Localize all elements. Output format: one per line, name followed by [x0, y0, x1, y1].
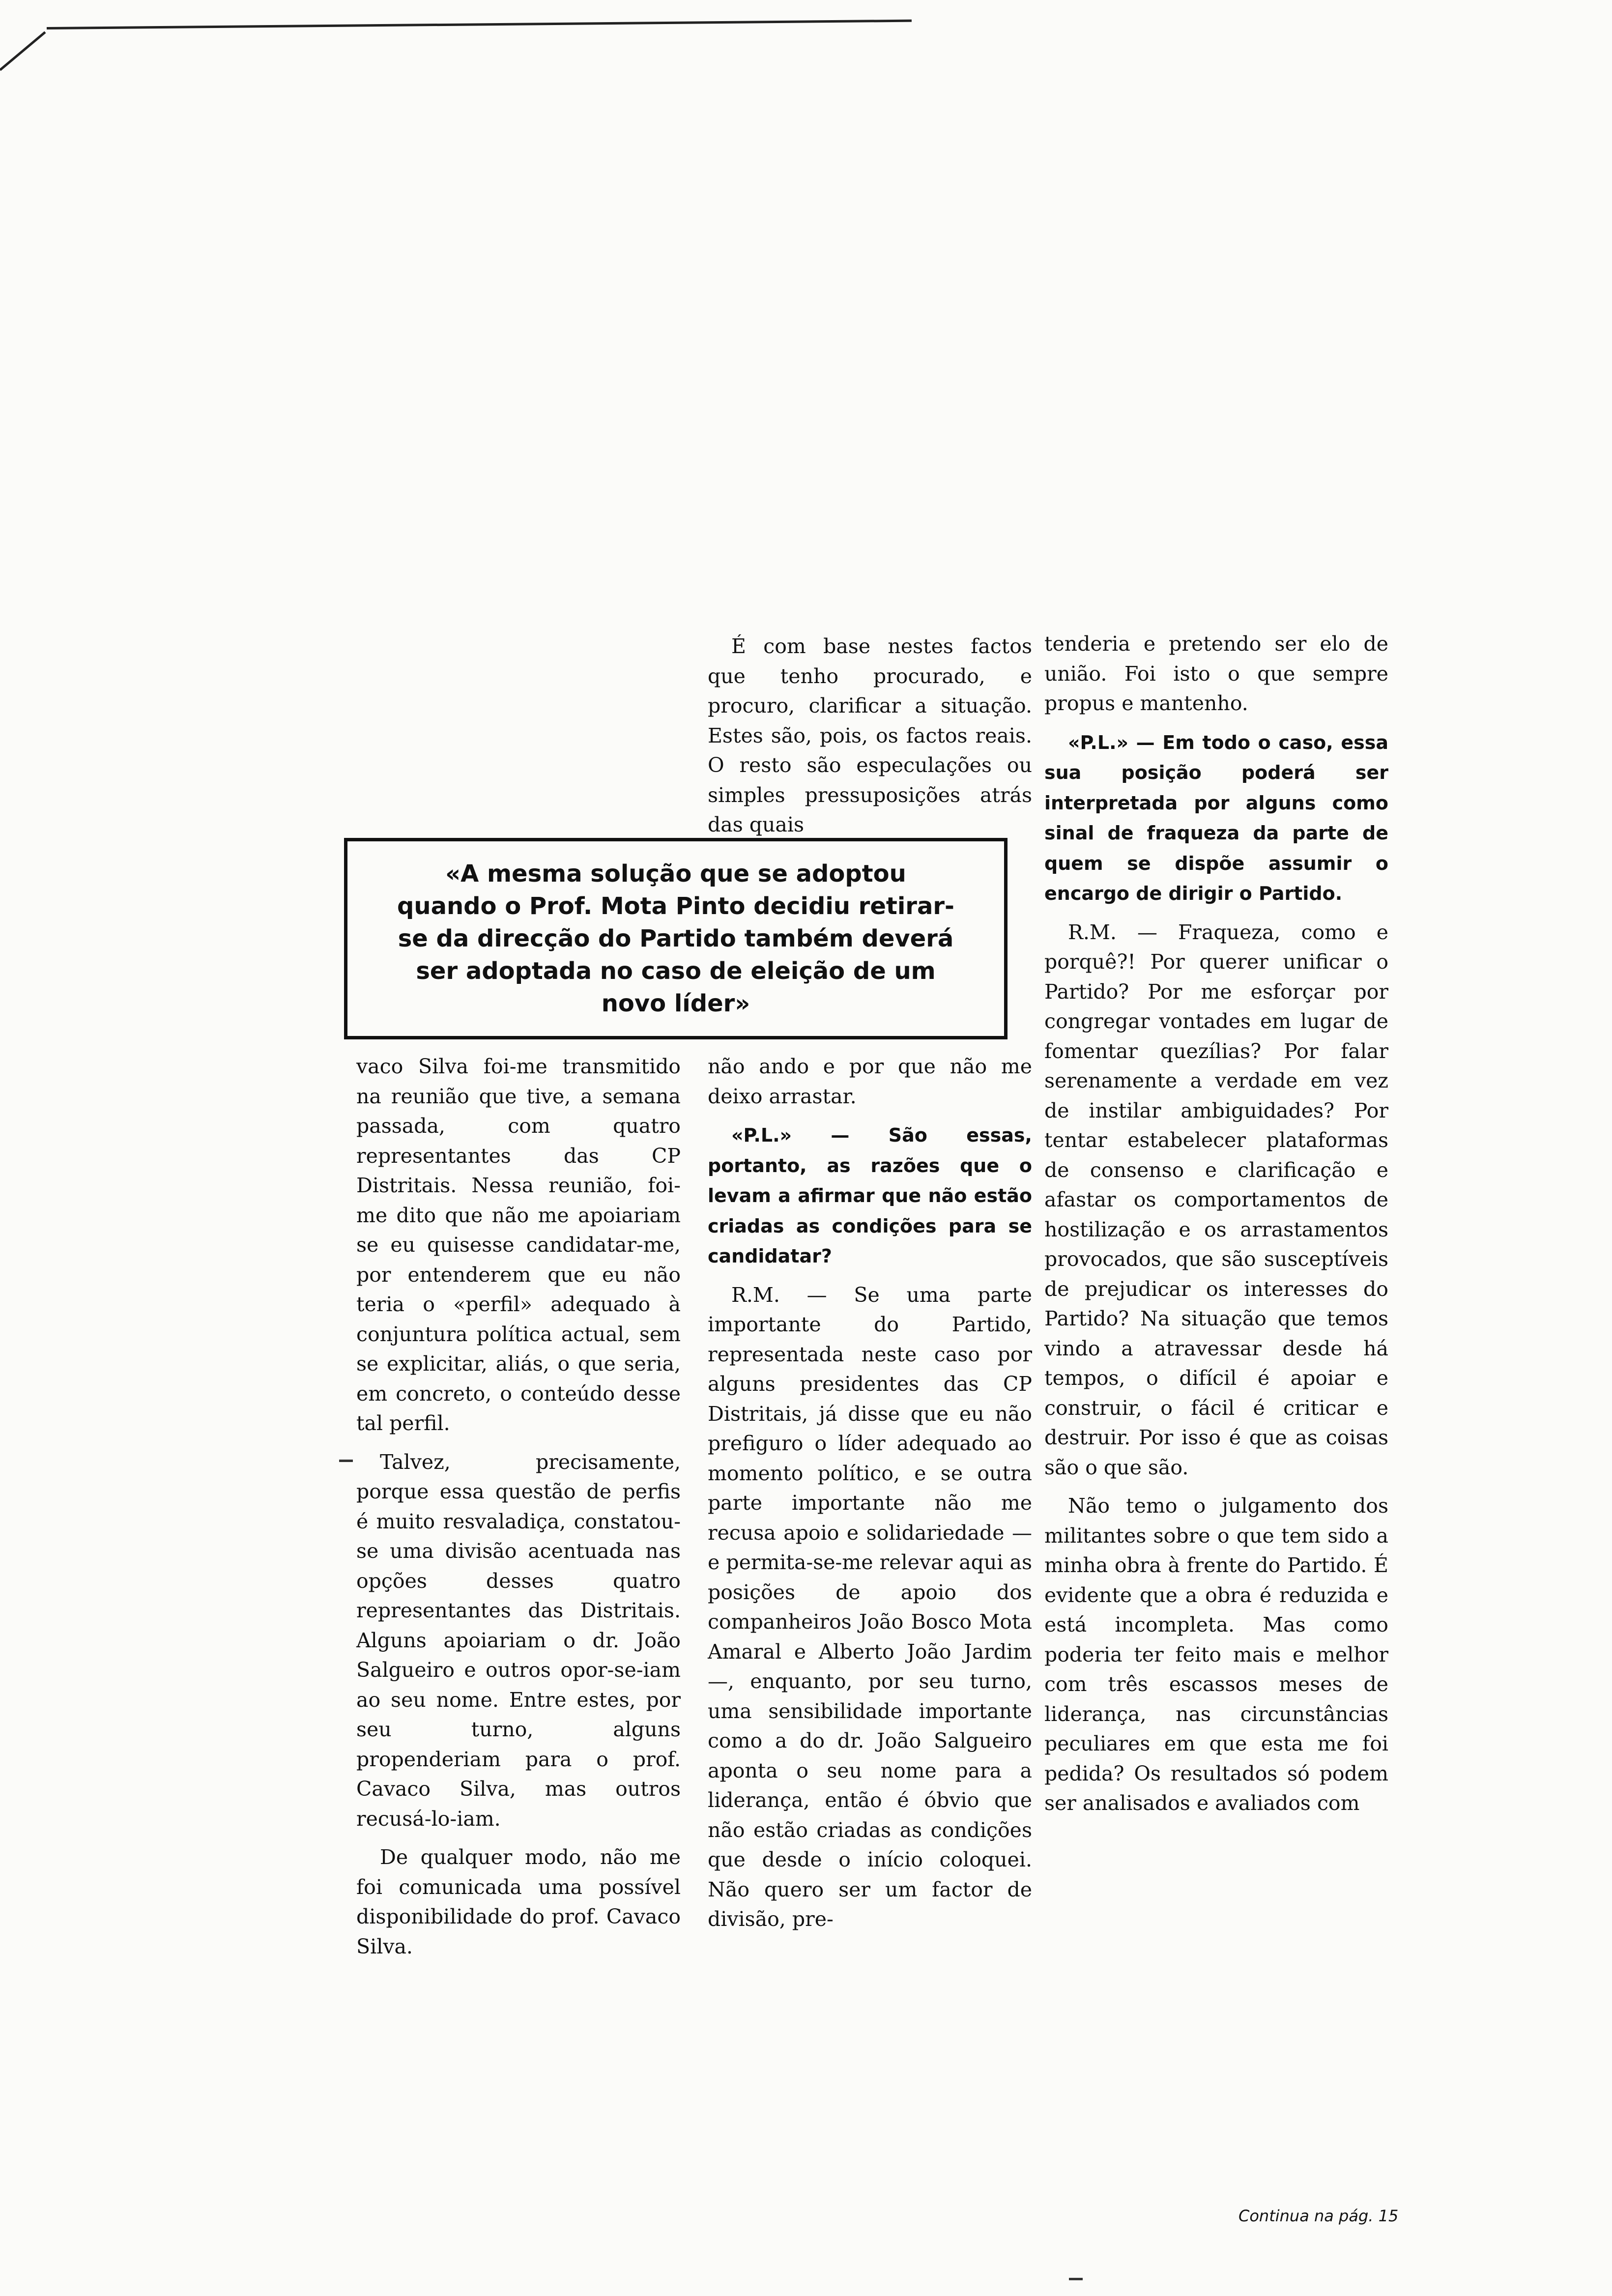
article-column-middle	[708, 1052, 1032, 1934]
article-column-middle-top	[708, 631, 1032, 840]
answer-paragraph: R.M. — Fraqueza, como e porquê?! Por querer unificar o Partido? Por me esforçar por congregar vontades em lugar de fomentar quezílias? Por falar serenamente a verdade em vez de instilar ambiguidades? Por tentar estabelecer plataformas de consenso e clarificação e afastar os comportamentos de hostilização e os arrastamentos provocados, que são susceptíveis de prejudicar os interesses do Partido? Na situação que temos vindo a atravessar desde há tempos, o difícil é apoiar e construir, o fácil é criticar e destruir. Por isso é que as coisas são o que são.	[1044, 920, 1388, 1479]
scan-edge-line	[47, 20, 912, 29]
article-column-left	[356, 1052, 681, 1961]
continued-note: Continua na pág. 15	[1238, 2207, 1399, 2225]
paragraph: De qualquer modo, não me foi comunicada uma possível disponibilidade do prof. Cavaco Silva.	[356, 1845, 681, 1958]
margin-mark	[339, 1460, 353, 1462]
question-paragraph: «P.L.» — São essas, portanto, as razões que o levam a afirmar que não estão criadas as condições para se candidatar?	[708, 1124, 1032, 1267]
margin-mark	[1069, 2278, 1083, 2280]
paragraph: não ando e por que não me deixo arrastar.	[708, 1055, 1032, 1108]
pull-quote-text: «A mesma solução que se adoptou quando o Prof. Mota Pinto decidiu retirar-se da direcção do Partido também deverá ser adoptada no caso de eleição de um novo líder»	[397, 860, 954, 1017]
paragraph: vaco Silva foi-me transmitido na reunião que tive, a semana passada, com quatro representantes das CP Distritais. Nessa reunião, foi-me dito que não me apoiariam se eu quisesse candidatar-me, por entenderem que eu não teria o «perfil» adequado à conjuntura política actual, sem se explicitar, aliás, o que seria, em concreto, o conteúdo desse tal perfil.	[356, 1055, 681, 1435]
article-column-right	[1044, 629, 1388, 1818]
paragraph: Não temo o julgamento dos militantes sobre o que tem sido a minha obra à frente do Partido. É evidente que a obra é reduzida e está incompleta. Mas como poderia ter feito mais e melhor com três escassos meses de liderança, nas circunstâncias peculiares em que esta me foi pedida? Os resultados só podem ser analisados e avaliados com	[1044, 1494, 1388, 1815]
scan-corner-line	[0, 31, 46, 71]
paragraph: tenderia e pretendo ser elo de união. Foi isto o que sempre propus e mantenho.	[1044, 632, 1388, 715]
pull-quote-box	[344, 838, 1008, 1039]
answer-paragraph: R.M. — Se uma parte importante do Partido, representada neste caso por alguns presidentes das CP Distritais, já disse que eu não prefiguro o líder adequado ao momento político, e se outra parte importante não me recusa apoio e solidariedade — e permita-se-me relevar aqui as posições de apoio dos companheiros João Bosco Mota Amaral e Alberto João Jardim —, enquanto, por seu turno, uma sensibilidade importante como a do dr. João Salgueiro aponta o seu nome para a liderança, então é óbvio que não estão criadas as condições que desde o início coloquei. Não quero ser um factor de divisão, pre-	[708, 1283, 1032, 1931]
paragraph: Talvez, precisamente, porque essa questão de perfis é muito resvaladiça, constatou-se uma divisão acentuada nas opções desses quatro representantes das Distritais. Alguns apoiariam o dr. João Salgueiro e outros opor-se-iam ao seu nome. Entre estes, por seu turno, alguns propenderiam para o prof. Cavaco Silva, mas outros recusá-lo-iam.	[356, 1450, 681, 1831]
paragraph: É com base nestes factos que tenho procurado, e procuro, clarificar a situação. Estes são, pois, os factos reais. O resto são especulações ou simples pressuposições atrás das quais	[708, 634, 1032, 836]
question-paragraph: «P.L.» — Em todo o caso, essa sua posição poderá ser interpretada por alguns como sinal de fraqueza da parte de quem se dispõe assumir o encargo de dirigir o Partido.	[1044, 731, 1388, 904]
